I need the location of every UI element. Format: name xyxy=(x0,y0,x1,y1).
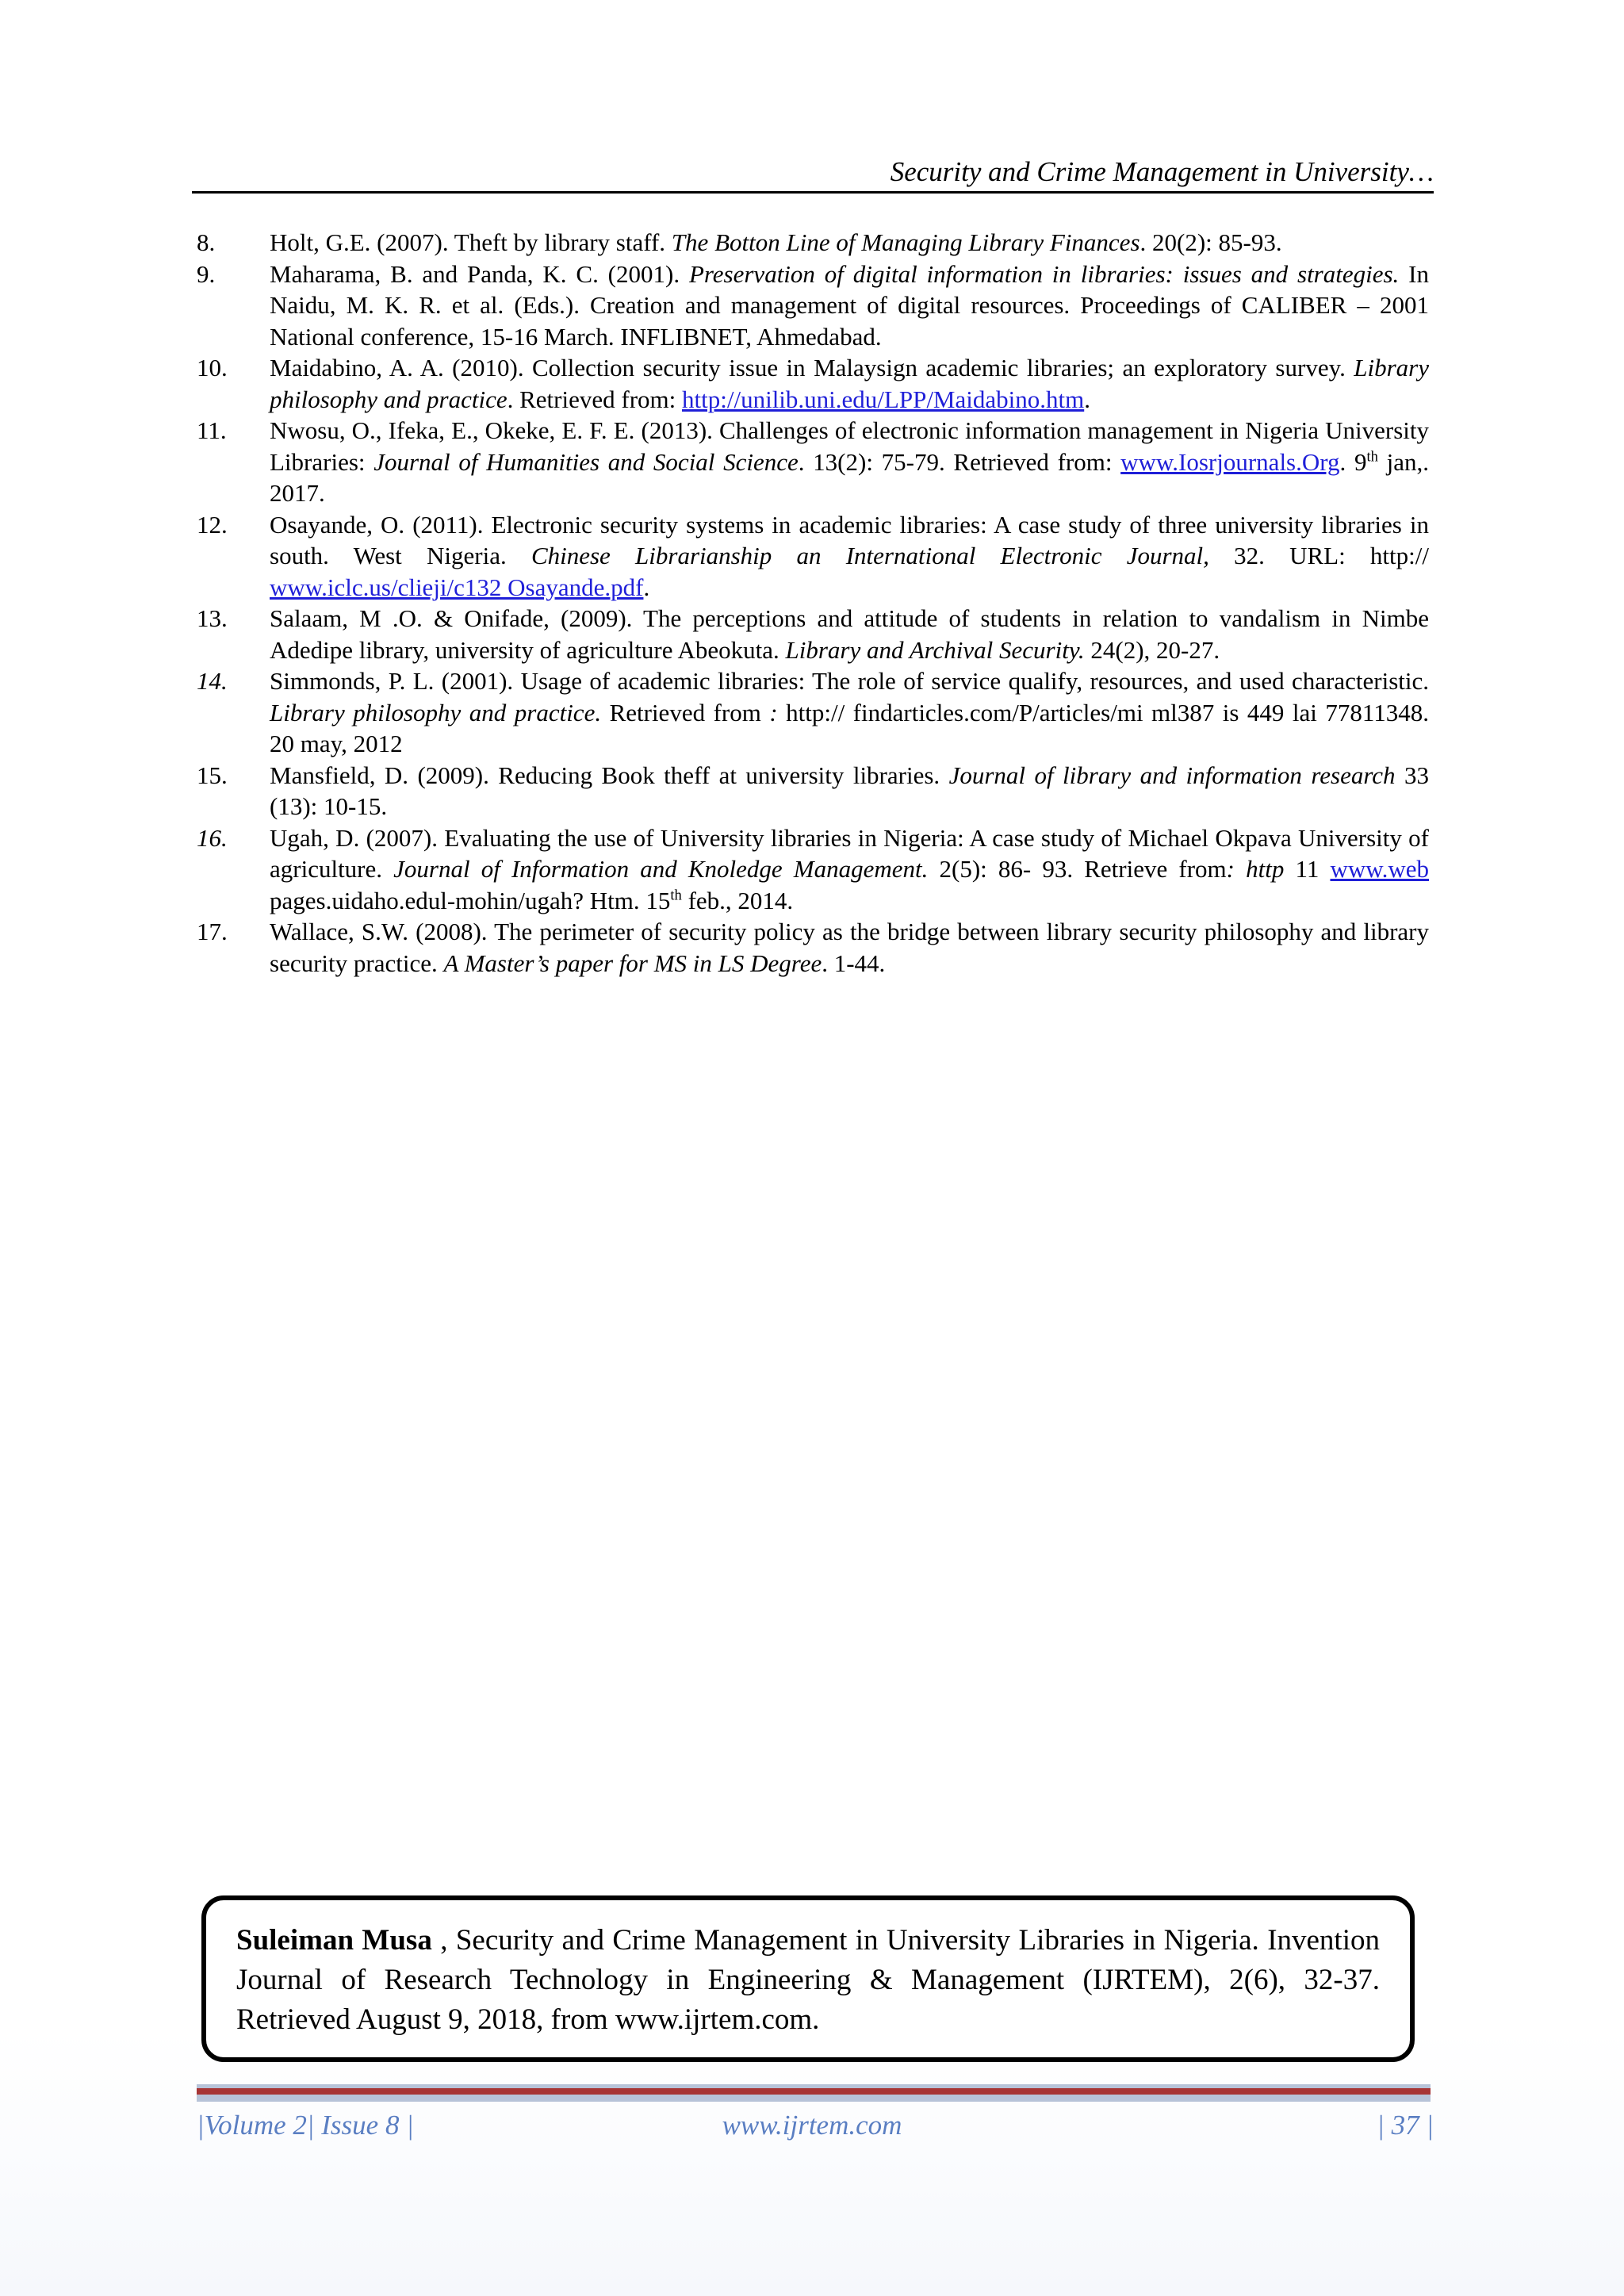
text-run: Osayande, O. (2011). Electronic security systems in academic libraries: A case study of three university libraries in south. West Nigeria. xyxy=(270,510,1429,569)
reference-text xyxy=(270,259,1429,353)
reference-text xyxy=(270,227,1429,259)
text-run: . 13(2): 75-79. Retrieved from: xyxy=(798,447,1121,476)
italic-text: Journal of Humanities and Social Science xyxy=(373,447,799,476)
reference-number: 15. xyxy=(197,761,228,789)
reference-item xyxy=(197,352,1429,415)
reference-link[interactable]: www.Iosrjournals.Org xyxy=(1120,447,1340,476)
italic-text: : xyxy=(769,698,778,726)
page-background-wash xyxy=(0,2030,1624,2296)
italic-text: Library and Archival Security. xyxy=(785,635,1085,664)
superscript: th xyxy=(670,887,682,904)
citation-author: Suleiman Musa xyxy=(236,1924,432,1957)
reference-item xyxy=(197,227,1429,259)
text-run: jan,. 2017. xyxy=(270,447,1429,507)
reference-text xyxy=(270,509,1429,604)
footer-website[interactable]: www.ijrtem.com xyxy=(722,2110,902,2141)
italic-text: Library philosophy and practice xyxy=(270,354,1429,413)
reference-number: 9. xyxy=(197,259,216,288)
text-run: . xyxy=(1084,385,1090,413)
italic-text: Preservation of digital information in libraries: issues and strategies. xyxy=(688,259,1400,288)
reference-text xyxy=(270,760,1429,822)
italic-text: Journal of library and information research xyxy=(948,761,1396,789)
reference-number: 10. xyxy=(197,354,228,381)
header-rule xyxy=(192,191,1434,194)
italic-text: Library philosophy and practice. xyxy=(270,698,602,726)
italic-text: Journal of Information and Knoledge Management. xyxy=(393,855,929,883)
reference-number: 17. xyxy=(197,918,228,945)
reference-number: 8. xyxy=(197,228,216,256)
reference-number: 13. xyxy=(197,604,228,632)
text-run: Wallace, S.W. (2008). The perimeter of security policy as the bridge between library security philosophy and library security practice. xyxy=(270,918,1429,977)
text-run: Simmonds, P. L. (2001). Usage of academic libraries: The role of service qualify, resources, and used characteristic. xyxy=(270,667,1429,695)
reference-item xyxy=(197,665,1429,760)
text-run: . 20(2): 85-93. xyxy=(1139,228,1282,256)
text-run: Maharama, B. and Panda, K. C. (2001). xyxy=(270,259,689,288)
text-run: 24(2), 20-27. xyxy=(1084,635,1220,664)
text-run: In Naidu, M. K. R. et al. (Eds.). Creation and management of digital resources. Proceedings of CALIBER – 2001 National conference, 15-16 March. INFLIBNET, Ahmedabad. xyxy=(270,259,1429,351)
reference-item xyxy=(197,916,1429,979)
text-run: pages.uidaho.edul-mohin/ugah? Htm. 15 xyxy=(270,886,671,914)
reference-text xyxy=(270,415,1429,509)
reference-item xyxy=(197,760,1429,822)
text-run: Retrieved from xyxy=(601,698,770,726)
reference-item xyxy=(197,603,1429,665)
footer-decorative-bar xyxy=(197,2084,1431,2102)
text-run: 32. URL: http:// xyxy=(1208,542,1429,569)
text-run: . 1-44. xyxy=(822,949,886,977)
text-run: Holt, G.E. (2007). Theft by library staff. xyxy=(270,228,672,256)
text-run: 33 (13): 10-15. xyxy=(270,761,1429,820)
superscript: th xyxy=(1366,448,1378,466)
italic-text: The Botton Line of Managing Library Finances xyxy=(671,228,1140,256)
reference-number: 12. xyxy=(197,510,228,539)
reference-list xyxy=(197,227,1429,979)
text-run: http:// findarticles.com/P/articles/mi ml387 is 449 lai 77811348. 20 may, 2012 xyxy=(270,698,1429,757)
text-run: Salaam, M .O. & Onifade, (2009). The perceptions and attitude of students in relation to vandalism in Nimbe Adedipe library, university of agriculture Abeokuta. xyxy=(270,604,1429,664)
text-run: 2(5): 86- 93. Retrieve from xyxy=(928,855,1227,883)
italic-text: A Master’s paper for MS in LS Degree xyxy=(443,949,822,977)
reference-item xyxy=(197,822,1429,917)
citation-box xyxy=(201,1895,1415,2062)
reference-item xyxy=(197,415,1429,509)
reference-text xyxy=(270,603,1429,665)
reference-text xyxy=(270,916,1429,979)
reference-item xyxy=(197,509,1429,604)
reference-number: 14. xyxy=(197,667,228,695)
footer-volume-issue: |Volume 2| Issue 8 | xyxy=(197,2110,414,2141)
text-run: Maidabino, A. A. (2010). Collection security issue in Malaysign academic libraries; an exploratory survey. xyxy=(270,354,1354,381)
reference-text xyxy=(270,352,1429,415)
italic-text: Chinese Librarianship an International Electronic Journal, xyxy=(530,542,1209,569)
text-run: feb., 2014. xyxy=(681,886,794,914)
citation-text: , Security and Crime Management in University Libraries in Nigeria. Invention Journal of Research Technology in Engineering & Management (IJRTEM), 2(6), 32-37. Retrieved August 9, 2018, from www.ijrtem.com. xyxy=(236,1924,1380,2036)
reference-item xyxy=(197,259,1429,353)
reference-number: 16. xyxy=(197,823,228,852)
text-run: . Retrieved from: xyxy=(507,385,683,413)
reference-text xyxy=(270,665,1429,760)
text-run: . xyxy=(643,573,650,601)
text-run: Ugah, D. (2007). Evaluating the use of University libraries in Nigeria: A case study of Michael Okpava University of agriculture. xyxy=(270,823,1429,883)
text-run: Nwosu, O., Ifeka, E., Okeke, E. F. E. (2013). Challenges of electronic information management in Nigeria University Libraries: xyxy=(270,416,1429,476)
reference-link[interactable]: www.web xyxy=(1330,855,1430,883)
reference-text xyxy=(270,822,1429,917)
reference-link[interactable]: www.iclc.us/clieji/c132 Osayande.pdf xyxy=(270,573,644,601)
italic-text: : http xyxy=(1226,855,1285,883)
footer-page-number: | 37 | xyxy=(1377,2110,1434,2141)
text-run: Mansfield, D. (2009). Reducing Book theff at university libraries. xyxy=(270,761,949,789)
reference-number: 11. xyxy=(197,416,227,444)
running-header-title: Security and Crime Management in University… xyxy=(890,156,1434,187)
text-run: 11 xyxy=(1284,855,1331,883)
text-run: . 9 xyxy=(1339,447,1367,476)
reference-link[interactable]: http://unilib.uni.edu/LPP/Maidabino.htm xyxy=(682,385,1085,413)
